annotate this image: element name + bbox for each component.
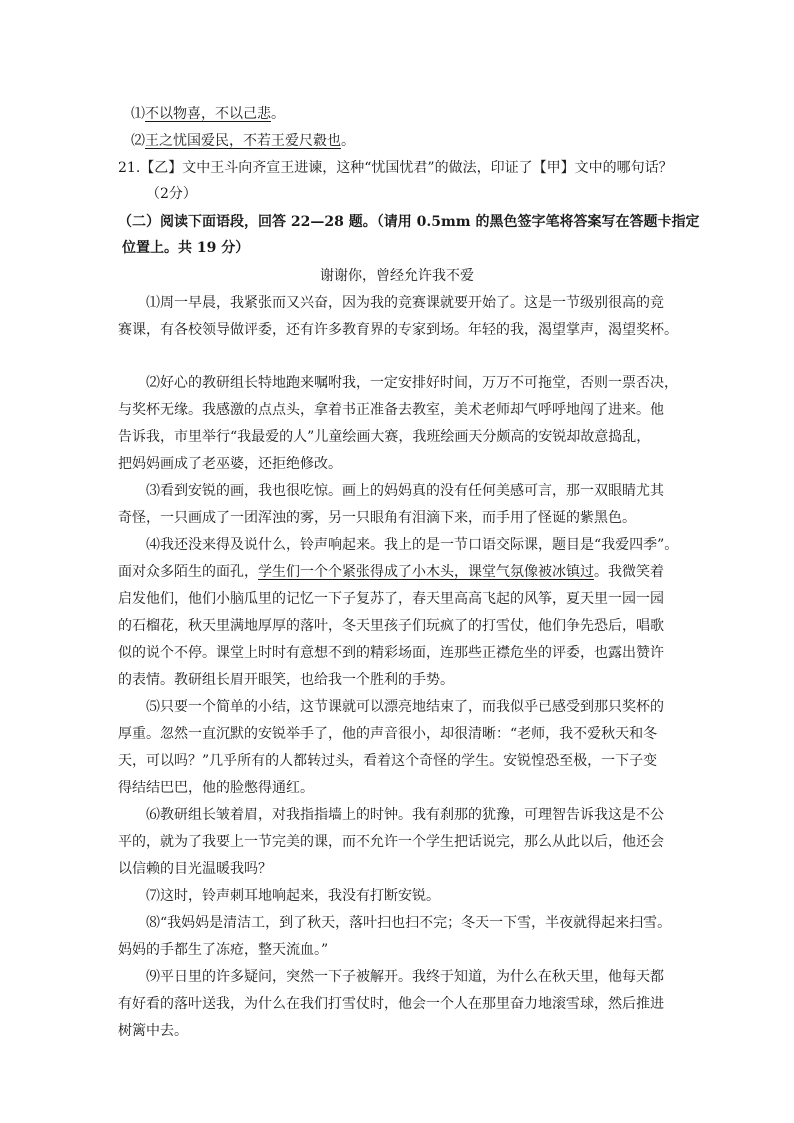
p9-line: ⑼平日里的许多疑问，突然一下子被解开。我终于知道，为什么在秋天里，他每天都 <box>146 969 664 985</box>
p5-line: ⑸只要一个简单的小结，这节课就可以漂亮地结束了，而我似乎已感受到那只奖杯的 <box>146 699 664 715</box>
p6-line: 平的，就为了我要上一节完美的课，而不允许一个学生把话说完，那么从此以后，他还会 <box>118 834 664 850</box>
p6-line: 以信赖的目光温暖我吗？ <box>118 861 272 877</box>
p4-line: ⑷我还没来得及说什么，铃声响起来。我上的是一节口语交际课，题目是“我爱四季”。 <box>146 537 679 553</box>
p4-line: 的石榴花，秋天里满地厚厚的落叶，冬天里孩子们玩疯了的打雪仗，他们争先恐后，唱歌 <box>118 618 664 634</box>
q21-line-2: （2分） <box>146 186 197 202</box>
p9-line: 树篱中去。 <box>118 1023 188 1039</box>
p8-line: ⑻“我妈妈是清洁工，到了秋天，落叶扫也扫不完；冬天一下雪，半夜就得起来扫雪。 <box>146 915 672 931</box>
p1-line: ⑴周一早晨，我紧张而又兴奋，因为我的竞赛课就要开始了。这是一节级别很高的竞 <box>146 295 664 311</box>
q20-item-1 <box>131 104 285 124</box>
p4-line: 的表情。教研组长眉开眼笑，也给我一个胜利的手势。 <box>118 672 454 688</box>
p4-line: 启发他们，他们小脑瓜里的记忆一下子复苏了，春天里高高飞起的风筝，夏天里一园一园 <box>118 591 664 607</box>
p5-line: 得结结巴巴，他的脸憋得通红。 <box>118 780 314 796</box>
p2-line: 告诉我，市里举行“我最爱的人”儿童绘画大赛，我班绘画天分颇高的安锐却故意捣乱， <box>118 429 651 445</box>
p3-line: 奇怪，一只画成了一团浑浊的雾，另一只眼角有泪滴下来，而手用了怪诞的紫黑色。 <box>118 510 636 526</box>
section-2-heading-line-2: 位置上。共 19 分） <box>122 240 250 256</box>
p1-line: 赛课，有各校领导做评委，还有许多教育界的专家到场。年轻的我，渴望掌声，渴望奖杯。 <box>118 322 678 338</box>
q20-item-2-number: ⑵ <box>131 133 145 149</box>
p5-line: 厚重。忽然一直沉默的安锐举手了，他的声音很小，却很清晰：“老师，我不爱秋天和冬 <box>118 726 658 742</box>
q20-item-2-end: 。 <box>341 133 355 149</box>
p5-line: 天，可以吗？”几乎所有的人都转过头，看着这个奇怪的学生。安锐惶恐至极，一下子变 <box>118 753 658 769</box>
q20-item-1-number: ⑴ <box>131 106 145 122</box>
section-2-heading-line-1: （二）阅读下面语段，回答 22—28 题。（请用 0.5mm 的黑色签字笔将答案写在答题卡指定 <box>118 214 700 230</box>
p9-line: 有好看的落叶送我，为什么在我们打雪仗时，他会一个人在那里奋力地滚雪球，然后推进 <box>118 996 664 1012</box>
p4-line: 似的说个不停。课堂上时时有意想不到的精彩场面，连那些正襟危坐的评委，也露出赞许 <box>118 645 664 661</box>
p7-line: ⑺这时，铃声刺耳地响起来，我没有打断安锐。 <box>146 888 440 904</box>
q20-item-2-underlined: 王之忧国爱民，不若王爱尺縠也 <box>145 133 341 149</box>
p4-underlined-sentence: 学生们一个个紧张得成了小木头，课堂气氛像被冰镇过 <box>258 564 594 580</box>
p4-line-underlined <box>118 562 664 582</box>
story-title: 谢谢你，曾经允许我不爱 <box>320 268 474 284</box>
p2-line: ⑵好心的教研组长特地跑来嘱咐我，一定安排好时间，万万不可拖堂，否则一票否决， <box>146 375 678 391</box>
q21-line-1: 21.【乙】文中王斗向齐宣王进谏，这种“忧国忧君”的做法，印证了【甲】文中的哪句话？ <box>118 160 673 176</box>
q20-item-2 <box>131 131 355 151</box>
p6-line: ⑹教研组长皱着眉，对我指指墙上的时钟。我有刹那的犹豫，可理智告诉我这是不公 <box>146 807 664 823</box>
p2-line: 与奖杯无缘。我感激的点点头，拿着书正准备去教室，美术老师却气呼呼地闯了进来。他 <box>118 402 664 418</box>
q20-item-1-end: 。 <box>271 106 285 122</box>
p3-line: ⑶看到安锐的画，我也很吃惊。画上的妈妈真的没有任何美感可言，那一双眼睛尤其 <box>146 483 664 499</box>
q20-item-1-underlined: 不以物喜，不以己悲 <box>145 106 271 122</box>
p4-line-prefix: 面对众多陌生的面孔， <box>118 564 258 580</box>
p2-line: 把妈妈画成了老巫婆，还拒绝修改。 <box>118 456 342 472</box>
p8-line: 妈妈的手都生了冻疮，整天流血。” <box>118 942 329 958</box>
p4-line-suffix: 。我微笑着 <box>594 564 664 580</box>
